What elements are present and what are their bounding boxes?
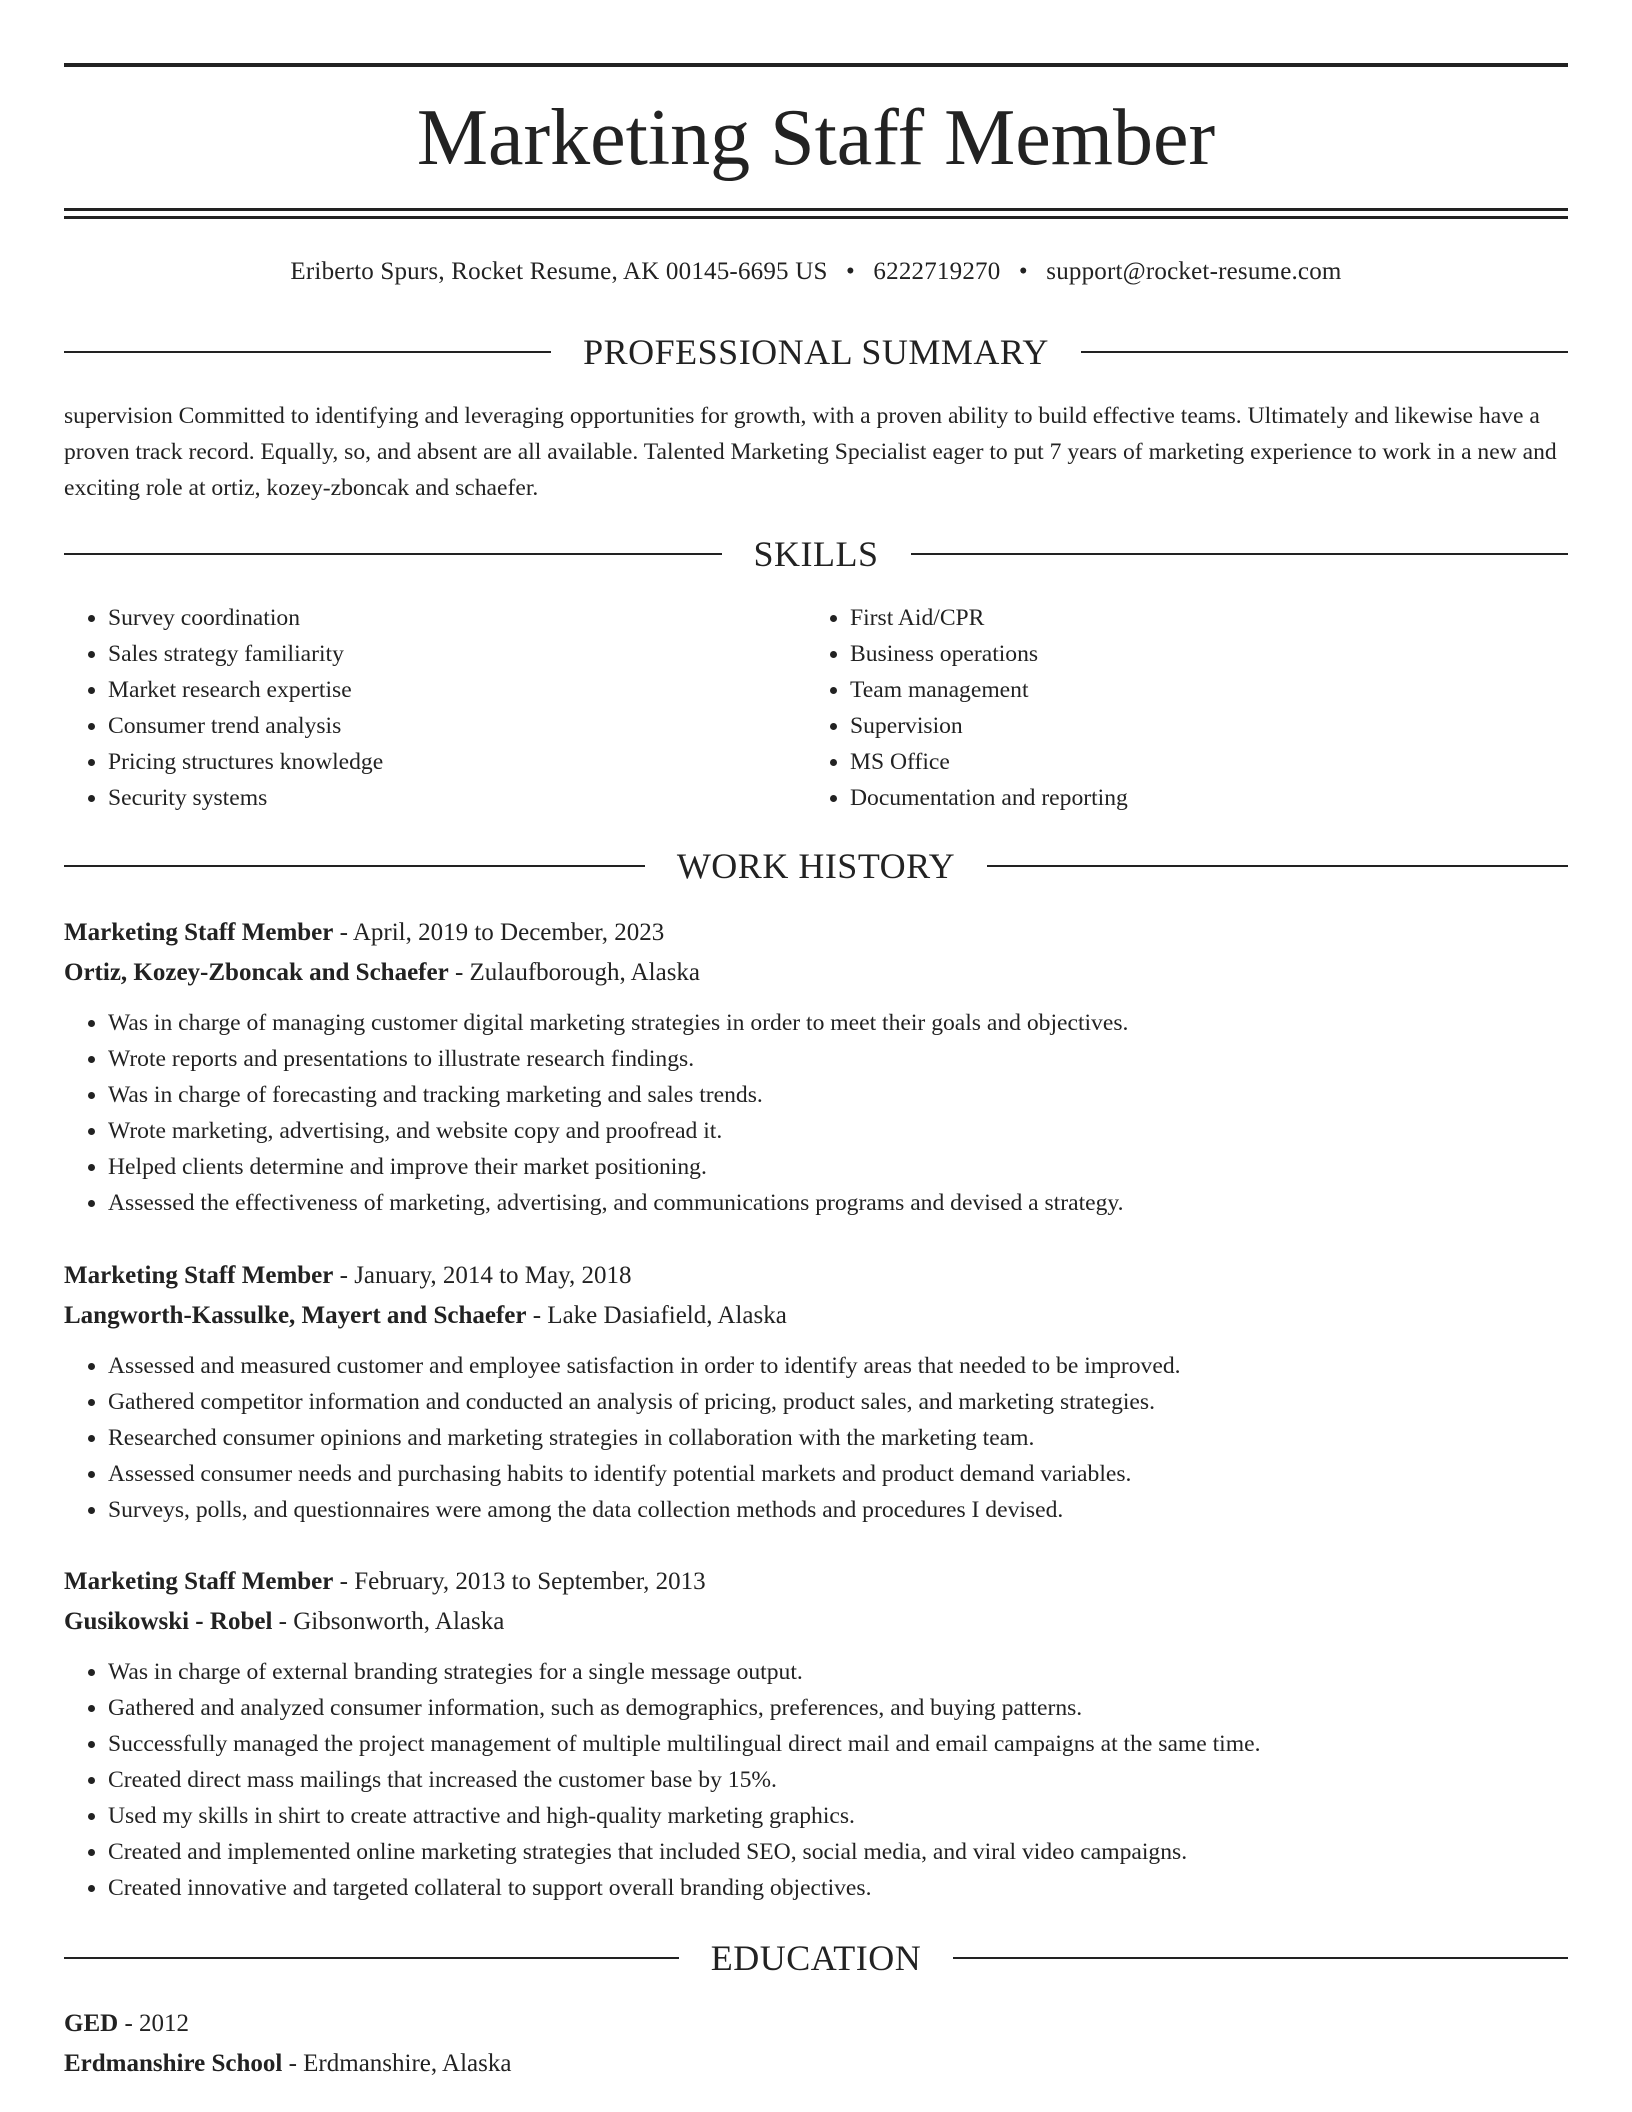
- education-school-line: [64, 2044, 1568, 2084]
- section-title: WORK HISTORY: [676, 846, 956, 886]
- skill-item: • Pricing structures knowledge: [108, 744, 806, 780]
- job-location: - Zulaufborough, Alaska: [448, 959, 701, 986]
- job-bullet: • Was in charge of forecasting and tracking marketing and sales trends.: [108, 1077, 1568, 1113]
- section-rule: [64, 351, 551, 353]
- job-entry: [64, 913, 1568, 1221]
- job-company: Langworth-Kassulke, Mayert and Schaefer: [64, 1302, 527, 1329]
- education-entry: [64, 2004, 1568, 2084]
- job-dates: - April, 2019 to December, 2023: [333, 919, 665, 946]
- job-title-line: [64, 913, 1568, 953]
- job-bullet: • Helped clients determine and improve their market positioning.: [108, 1149, 1568, 1185]
- job-bullet: • Gathered and analyzed consumer information, such as demographics, preferences, and buying patterns.: [108, 1690, 1568, 1726]
- job-title-line: [64, 1562, 1568, 1602]
- job-role: Marketing Staff Member: [64, 1262, 334, 1289]
- skill-item: • First Aid/CPR: [850, 600, 1548, 636]
- skill-item: • Market research expertise: [108, 672, 806, 708]
- job-bullet: • Successfully managed the project management of multiple multilingual direct mail and email campaigns at the same time.: [108, 1726, 1568, 1762]
- job-dates: - February, 2013 to September, 2013: [333, 1568, 706, 1595]
- job-company-line: [64, 1296, 1568, 1336]
- job-bullet: • Was in charge of managing customer digital marketing strategies in order to meet their goals and objectives.: [108, 1005, 1568, 1041]
- job-role: Marketing Staff Member: [64, 919, 334, 946]
- education-year: - 2012: [118, 2010, 190, 2037]
- skill-item: • Documentation and reporting: [850, 780, 1548, 816]
- job-bullet: • Created direct mass mailings that increased the customer base by 15%.: [108, 1762, 1568, 1798]
- job-company: Gusikowski - Robel: [64, 1608, 273, 1635]
- education-school: Erdmanshire School: [64, 2050, 283, 2077]
- job-bullet: • Wrote marketing, advertising, and website copy and proofread it.: [108, 1113, 1568, 1149]
- job-bullet: • Wrote reports and presentations to illustrate research findings.: [108, 1041, 1568, 1077]
- section-header-summary: [64, 328, 1568, 376]
- job-entry: [64, 1562, 1568, 1906]
- skill-item: • Team management: [850, 672, 1548, 708]
- job-location: - Gibsonworth, Alaska: [272, 1608, 505, 1635]
- skills-column-right: [806, 600, 1548, 816]
- section-title: SKILLS: [753, 534, 879, 574]
- job-bullet: • Used my skills in shirt to create attractive and high-quality marketing graphics.: [108, 1798, 1568, 1834]
- job-bullet: • Assessed the effectiveness of marketing, advertising, and communications programs and devised a strategy.: [108, 1185, 1568, 1221]
- job-company: Ortiz, Kozey-Zboncak and Schaefer: [64, 959, 449, 986]
- skills-list: [64, 600, 1568, 816]
- job-company-line: [64, 953, 1568, 993]
- job-dates: - January, 2014 to May, 2018: [333, 1262, 632, 1289]
- education-location: - Erdmanshire, Alaska: [282, 2050, 512, 2077]
- contact-separator: •: [846, 258, 855, 285]
- job-bullet: • Surveys, polls, and questionnaires were among the data collection methods and procedures I devised.: [108, 1492, 1568, 1528]
- education-degree: GED: [64, 2010, 119, 2037]
- job-bullet: • Assessed and measured customer and employee satisfaction in order to identify areas that needed to be improved.: [108, 1348, 1568, 1384]
- skill-item: • Security systems: [108, 780, 806, 816]
- job-entry: [64, 1256, 1568, 1528]
- contact-separator: •: [1018, 258, 1028, 285]
- top-rule: [64, 63, 1568, 67]
- skill-item: • Sales strategy familiarity: [108, 636, 806, 672]
- contact-address: Eriberto Spurs, Rocket Resume, AK 00145-6695 US: [290, 258, 828, 285]
- job-bullets: [64, 1654, 1568, 1906]
- skill-item: • Supervision: [850, 708, 1548, 744]
- job-bullet: • Was in charge of external branding strategies for a single message output.: [108, 1654, 1568, 1690]
- section-rule: [911, 553, 1569, 555]
- job-company-line: [64, 1602, 1568, 1642]
- education-degree-line: [64, 2004, 1568, 2044]
- section-rule: [64, 1957, 679, 1959]
- section-title: EDUCATION: [710, 1938, 922, 1978]
- job-title-line: [64, 1256, 1568, 1296]
- skill-item: • Survey coordination: [108, 600, 806, 636]
- section-header-education: [64, 1934, 1568, 1982]
- job-role: Marketing Staff Member: [64, 1568, 334, 1595]
- title-rule-upper: [64, 208, 1568, 211]
- section-rule: [64, 865, 645, 867]
- job-bullets: [64, 1348, 1568, 1528]
- section-rule: [1081, 351, 1568, 353]
- summary-text: supervision Committed to identifying and leveraging opportunities for growth, with a proven ability to build effective teams. Ultimately and likewise have a proven track record. Equally, so, and absent are all available. Talented Marketing Specialist eager to put 7 years of marketing experience to work in a new and exciting role at ortiz, kozey-zboncak and schaefer.: [64, 403, 1557, 501]
- title-rule-lower: [64, 216, 1568, 219]
- skill-item: • Consumer trend analysis: [108, 708, 806, 744]
- section-title: PROFESSIONAL SUMMARY: [583, 332, 1049, 372]
- section-rule: [64, 553, 722, 555]
- section-rule: [953, 1957, 1568, 1959]
- skill-item: • MS Office: [850, 744, 1548, 780]
- job-bullet: • Created innovative and targeted collateral to support overall branding objectives.: [108, 1870, 1568, 1906]
- job-bullets: [64, 1005, 1568, 1221]
- job-location: - Lake Dasiafield, Alaska: [526, 1302, 787, 1329]
- job-bullet: • Assessed consumer needs and purchasing habits to identify potential markets and product demand variables.: [108, 1456, 1568, 1492]
- resume-title: Marketing Staff Member: [416, 94, 1216, 182]
- section-header-skills: [64, 530, 1568, 578]
- skills-column-left: [64, 600, 806, 816]
- contact-line: [64, 254, 1568, 290]
- section-rule: [987, 865, 1568, 867]
- section-header-work: [64, 842, 1568, 890]
- skill-item: • Business operations: [850, 636, 1548, 672]
- job-bullet: • Gathered competitor information and conducted an analysis of pricing, product sales, and marketing strategies.: [108, 1384, 1568, 1420]
- contact-phone: 6222719270: [873, 258, 1001, 285]
- contact-email: support@rocket-resume.com: [1046, 258, 1342, 285]
- job-bullet: • Researched consumer opinions and marketing strategies in collaboration with the marketing team.: [108, 1420, 1568, 1456]
- job-bullet: • Created and implemented online marketing strategies that included SEO, social media, and viral video campaigns.: [108, 1834, 1568, 1870]
